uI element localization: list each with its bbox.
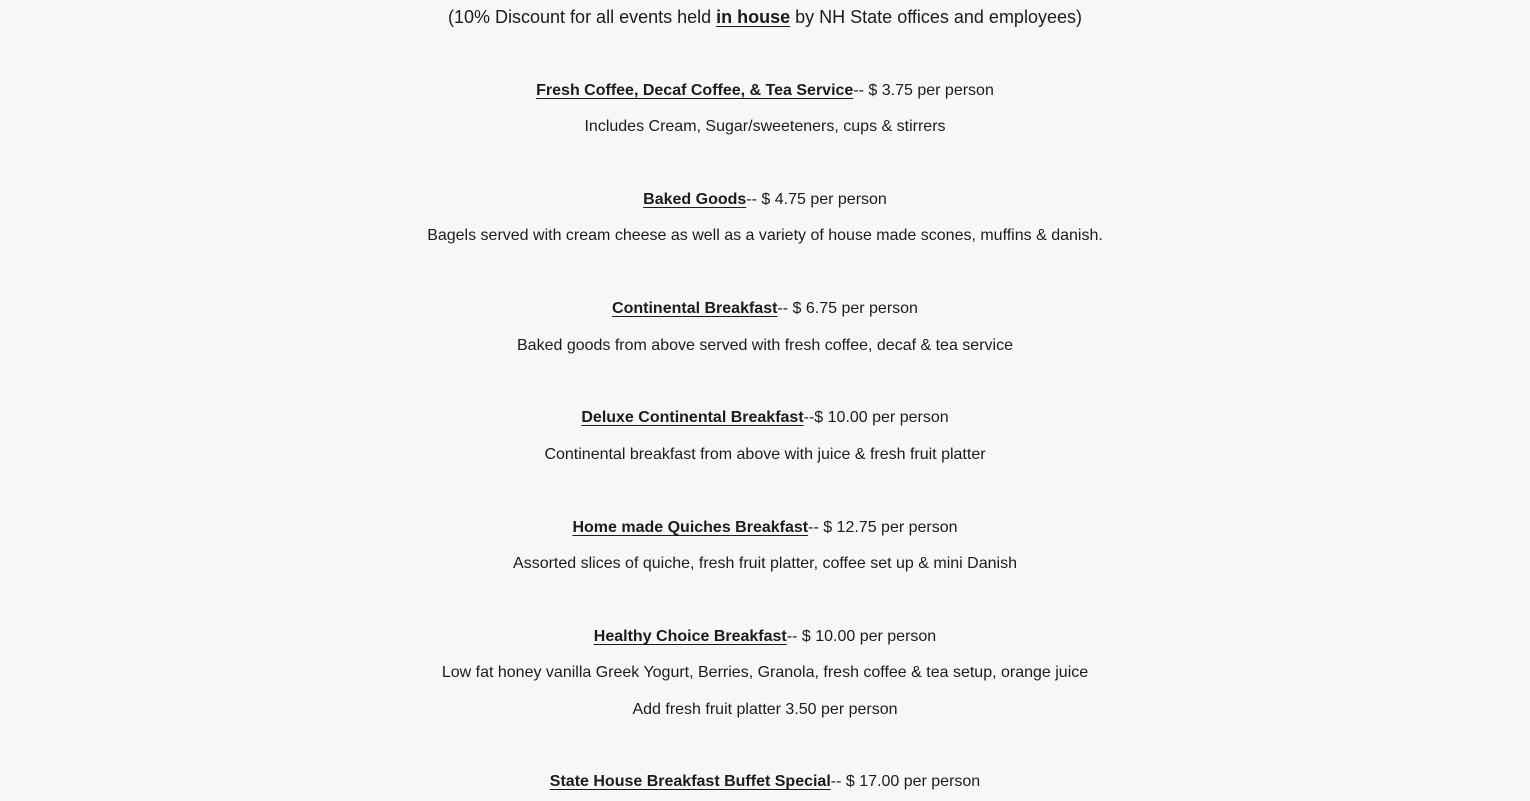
menu-item-title-deluxe-continental[interactable]: Deluxe Continental Breakfast [581, 409, 804, 426]
discount-note [0, 6, 1530, 28]
menu-item-title-coffee-service[interactable]: Fresh Coffee, Decaf Coffee, & Tea Service [536, 82, 854, 99]
menu-item-price: --$ 10.00 per person [803, 409, 949, 426]
menu-item-heading [0, 772, 1530, 792]
menu-item-description: Baked goods from above served with fresh coffee, decaf & tea service [517, 337, 1013, 354]
menu-item-title-baked-goods[interactable]: Baked Goods [643, 191, 747, 208]
menu-item-heading [0, 408, 1530, 428]
menu-item-description: Includes Cream, Sugar/sweeteners, cups & stirrers [584, 118, 946, 135]
menu-item-heading [0, 627, 1530, 647]
menu-item-price: -- $ 6.75 per person [777, 300, 918, 317]
discount-suffix: by NH State offices and employees) [790, 7, 1082, 27]
menu-item-title-quiches-breakfast[interactable]: Home made Quiches Breakfast [572, 519, 809, 536]
menu-item-title-buffet-special[interactable]: State House Breakfast Buffet Special [549, 773, 831, 790]
menu-item-price: -- $ 3.75 per person [853, 82, 994, 99]
menu-item-price: -- $ 10.00 per person [786, 628, 937, 645]
menu-item-description: Continental breakfast from above with juice & fresh fruit platter [544, 446, 986, 463]
menu-item-heading [0, 299, 1530, 319]
menu-item-addon: Add fresh fruit platter 3.50 per person [632, 701, 898, 718]
menu-item-description: Bagels served with cream cheese as well as a variety of house made scones, muffins & danish. [427, 227, 1103, 244]
menu-item-heading [0, 518, 1530, 538]
discount-prefix: (10% Discount for all events held [448, 7, 717, 27]
menu-item-title-continental-breakfast[interactable]: Continental Breakfast [612, 300, 778, 317]
menu-item-description: Assorted slices of quiche, fresh fruit platter, coffee set up & mini Danish [513, 555, 1017, 572]
menu-item-price: -- $ 17.00 per person [830, 773, 981, 790]
menu-item-heading [0, 190, 1530, 210]
menu-item-description: Low fat honey vanilla Greek Yogurt, Berries, Granola, fresh coffee & tea setup, orange juice [441, 664, 1089, 681]
menu-item-price: -- $ 4.75 per person [746, 191, 887, 208]
menu-item-heading [0, 81, 1530, 101]
discount-in-house-emphasis: in house [716, 7, 791, 27]
menu-item-price: -- $ 12.75 per person [808, 519, 958, 536]
menu-item-title-healthy-choice[interactable]: Healthy Choice Breakfast [593, 628, 787, 645]
